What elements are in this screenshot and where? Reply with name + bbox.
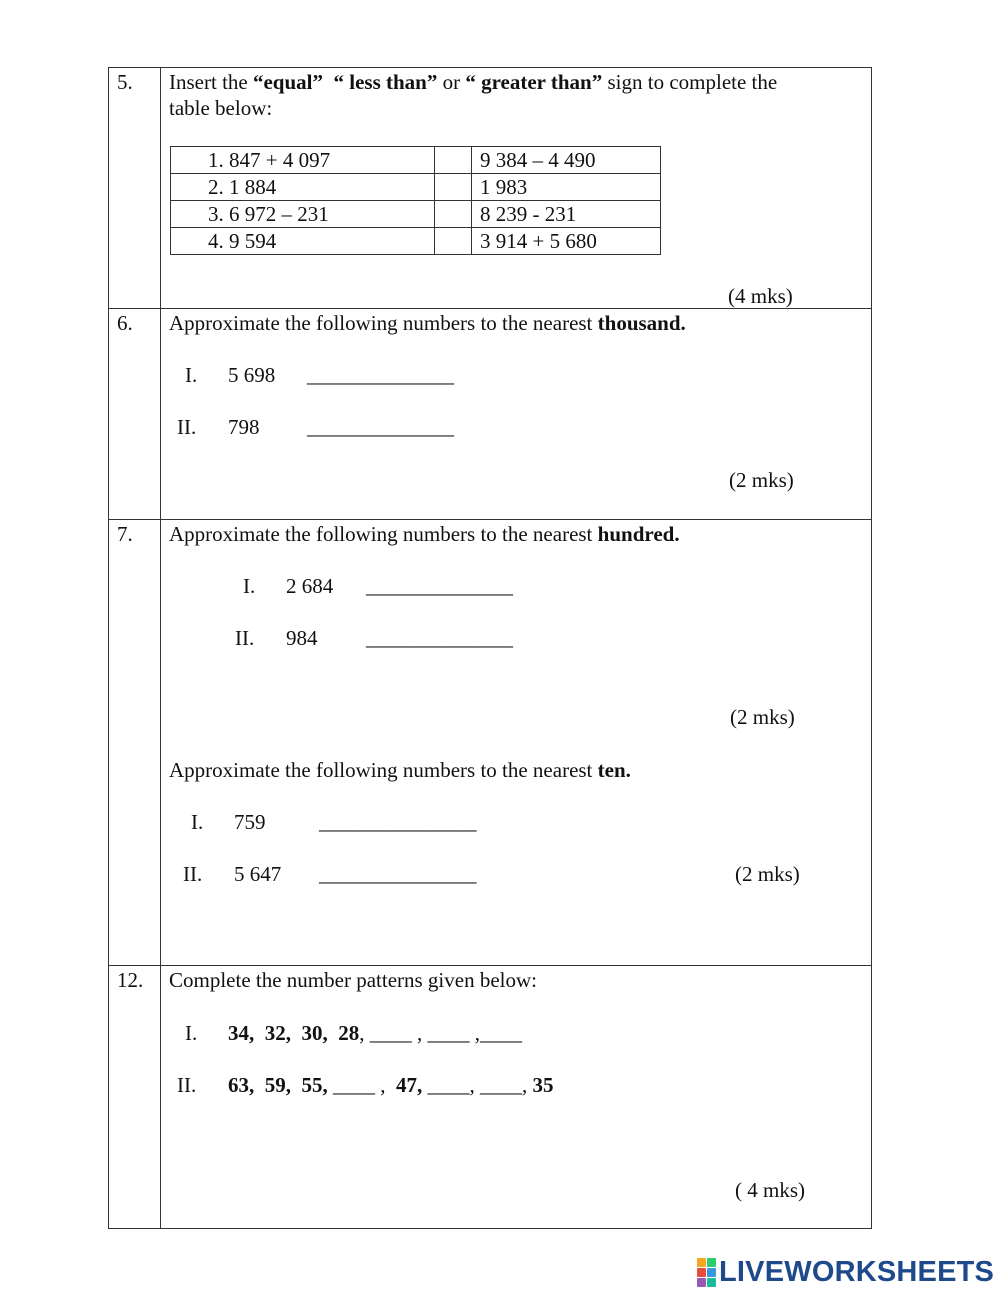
q7-item-1-roman: I.	[243, 574, 256, 598]
q7b-item-2-answer-blank[interactable]: _______________	[319, 862, 477, 886]
q6-item-2-value: 798	[228, 415, 260, 439]
q6-item-2-roman: II.	[177, 415, 197, 439]
q6-item-1-roman: I.	[185, 363, 198, 387]
table-column-divider	[160, 67, 161, 1229]
q5-prompt: Insert the “equal” “ less than” or “ greater than” sign to complete the	[169, 70, 778, 94]
q6-item-1-value: 5 698	[228, 363, 276, 387]
left-expression: 3. 6 972 – 231	[171, 201, 435, 228]
q7b-item-1-answer-blank[interactable]: _______________	[319, 810, 477, 834]
table-top-border	[108, 67, 872, 68]
logo-block	[707, 1258, 716, 1267]
left-expression: 2. 1 884	[171, 174, 435, 201]
q12-prompt: Complete the number patterns given below:	[169, 968, 537, 992]
q12-marks: ( 4 mks)	[735, 1178, 805, 1202]
q7b-item-2-value: 5 647	[234, 862, 282, 886]
q7-item-2-roman: II.	[235, 626, 255, 650]
table-bottom-border	[108, 1228, 872, 1229]
q12-pattern-1-roman: I.	[185, 1021, 198, 1045]
table-row	[171, 174, 661, 201]
sign-answer-cell[interactable]	[435, 174, 472, 201]
row-divider-6-7	[108, 519, 872, 520]
q7b-item-1-roman: I.	[191, 810, 204, 834]
comparison-table	[170, 146, 661, 255]
q7b-item-1-value: 759	[234, 810, 266, 834]
q7-item-1-answer-blank[interactable]: ______________	[366, 574, 513, 598]
q7b-marks: (2 mks)	[735, 862, 800, 886]
q12-pattern-1[interactable]: 34, 32, 30, 28, ____ , ____ ,____	[228, 1021, 522, 1045]
sign-answer-cell[interactable]	[435, 147, 472, 174]
table-row	[171, 147, 661, 174]
table-right-border	[871, 67, 872, 1229]
sign-answer-cell[interactable]	[435, 201, 472, 228]
left-expression: 1. 847 + 4 097	[171, 147, 435, 174]
q6-number: 6.	[117, 311, 133, 335]
q5-marks: (4 mks)	[728, 284, 793, 308]
logo-block	[697, 1268, 706, 1277]
table-row	[171, 228, 661, 255]
q7-marks: (2 mks)	[730, 705, 795, 729]
right-expression: 9 384 – 4 490	[472, 147, 661, 174]
q12-pattern-2[interactable]: 63, 59, 55, ____ , 47, ____, ____, 35	[228, 1073, 554, 1097]
q6-prompt: Approximate the following numbers to the nearest thousand.	[169, 311, 686, 335]
q6-item-1-answer-blank[interactable]: ______________	[307, 363, 454, 387]
row-divider-5-6	[108, 308, 872, 309]
q7b-item-2-roman: II.	[183, 862, 203, 886]
logo-block	[697, 1258, 706, 1267]
sign-answer-cell[interactable]	[435, 228, 472, 255]
logo-block	[707, 1268, 716, 1277]
q5-prompt-line2: table below:	[169, 96, 273, 120]
logo-block	[707, 1278, 716, 1287]
table-row	[171, 201, 661, 228]
q6-marks: (2 mks)	[729, 468, 794, 492]
q6-item-2-answer-blank[interactable]: ______________	[307, 415, 454, 439]
right-expression: 3 914 + 5 680	[472, 228, 661, 255]
q7b-prompt: Approximate the following numbers to the nearest ten.	[169, 758, 631, 782]
table-left-border	[108, 67, 109, 1229]
q7-item-1-value: 2 684	[286, 574, 334, 598]
q7-prompt: Approximate the following numbers to the nearest hundred.	[169, 522, 680, 546]
liveworksheets-logo-text: LIVEWORKSHEETS	[719, 1256, 995, 1288]
q7-item-2-value: 984	[286, 626, 318, 650]
row-divider-7-12	[108, 965, 872, 966]
q5-number: 5.	[117, 70, 133, 94]
right-expression: 8 239 - 231	[472, 201, 661, 228]
q7-number: 7.	[117, 522, 133, 546]
liveworksheets-logo	[697, 1257, 994, 1287]
right-expression: 1 983	[472, 174, 661, 201]
logo-block	[697, 1278, 706, 1287]
q12-pattern-2-roman: II.	[177, 1073, 197, 1097]
liveworksheets-logo-icon	[697, 1258, 716, 1287]
q7-item-2-answer-blank[interactable]: ______________	[366, 626, 513, 650]
q12-number: 12.	[117, 968, 144, 992]
left-expression: 4. 9 594	[171, 228, 435, 255]
